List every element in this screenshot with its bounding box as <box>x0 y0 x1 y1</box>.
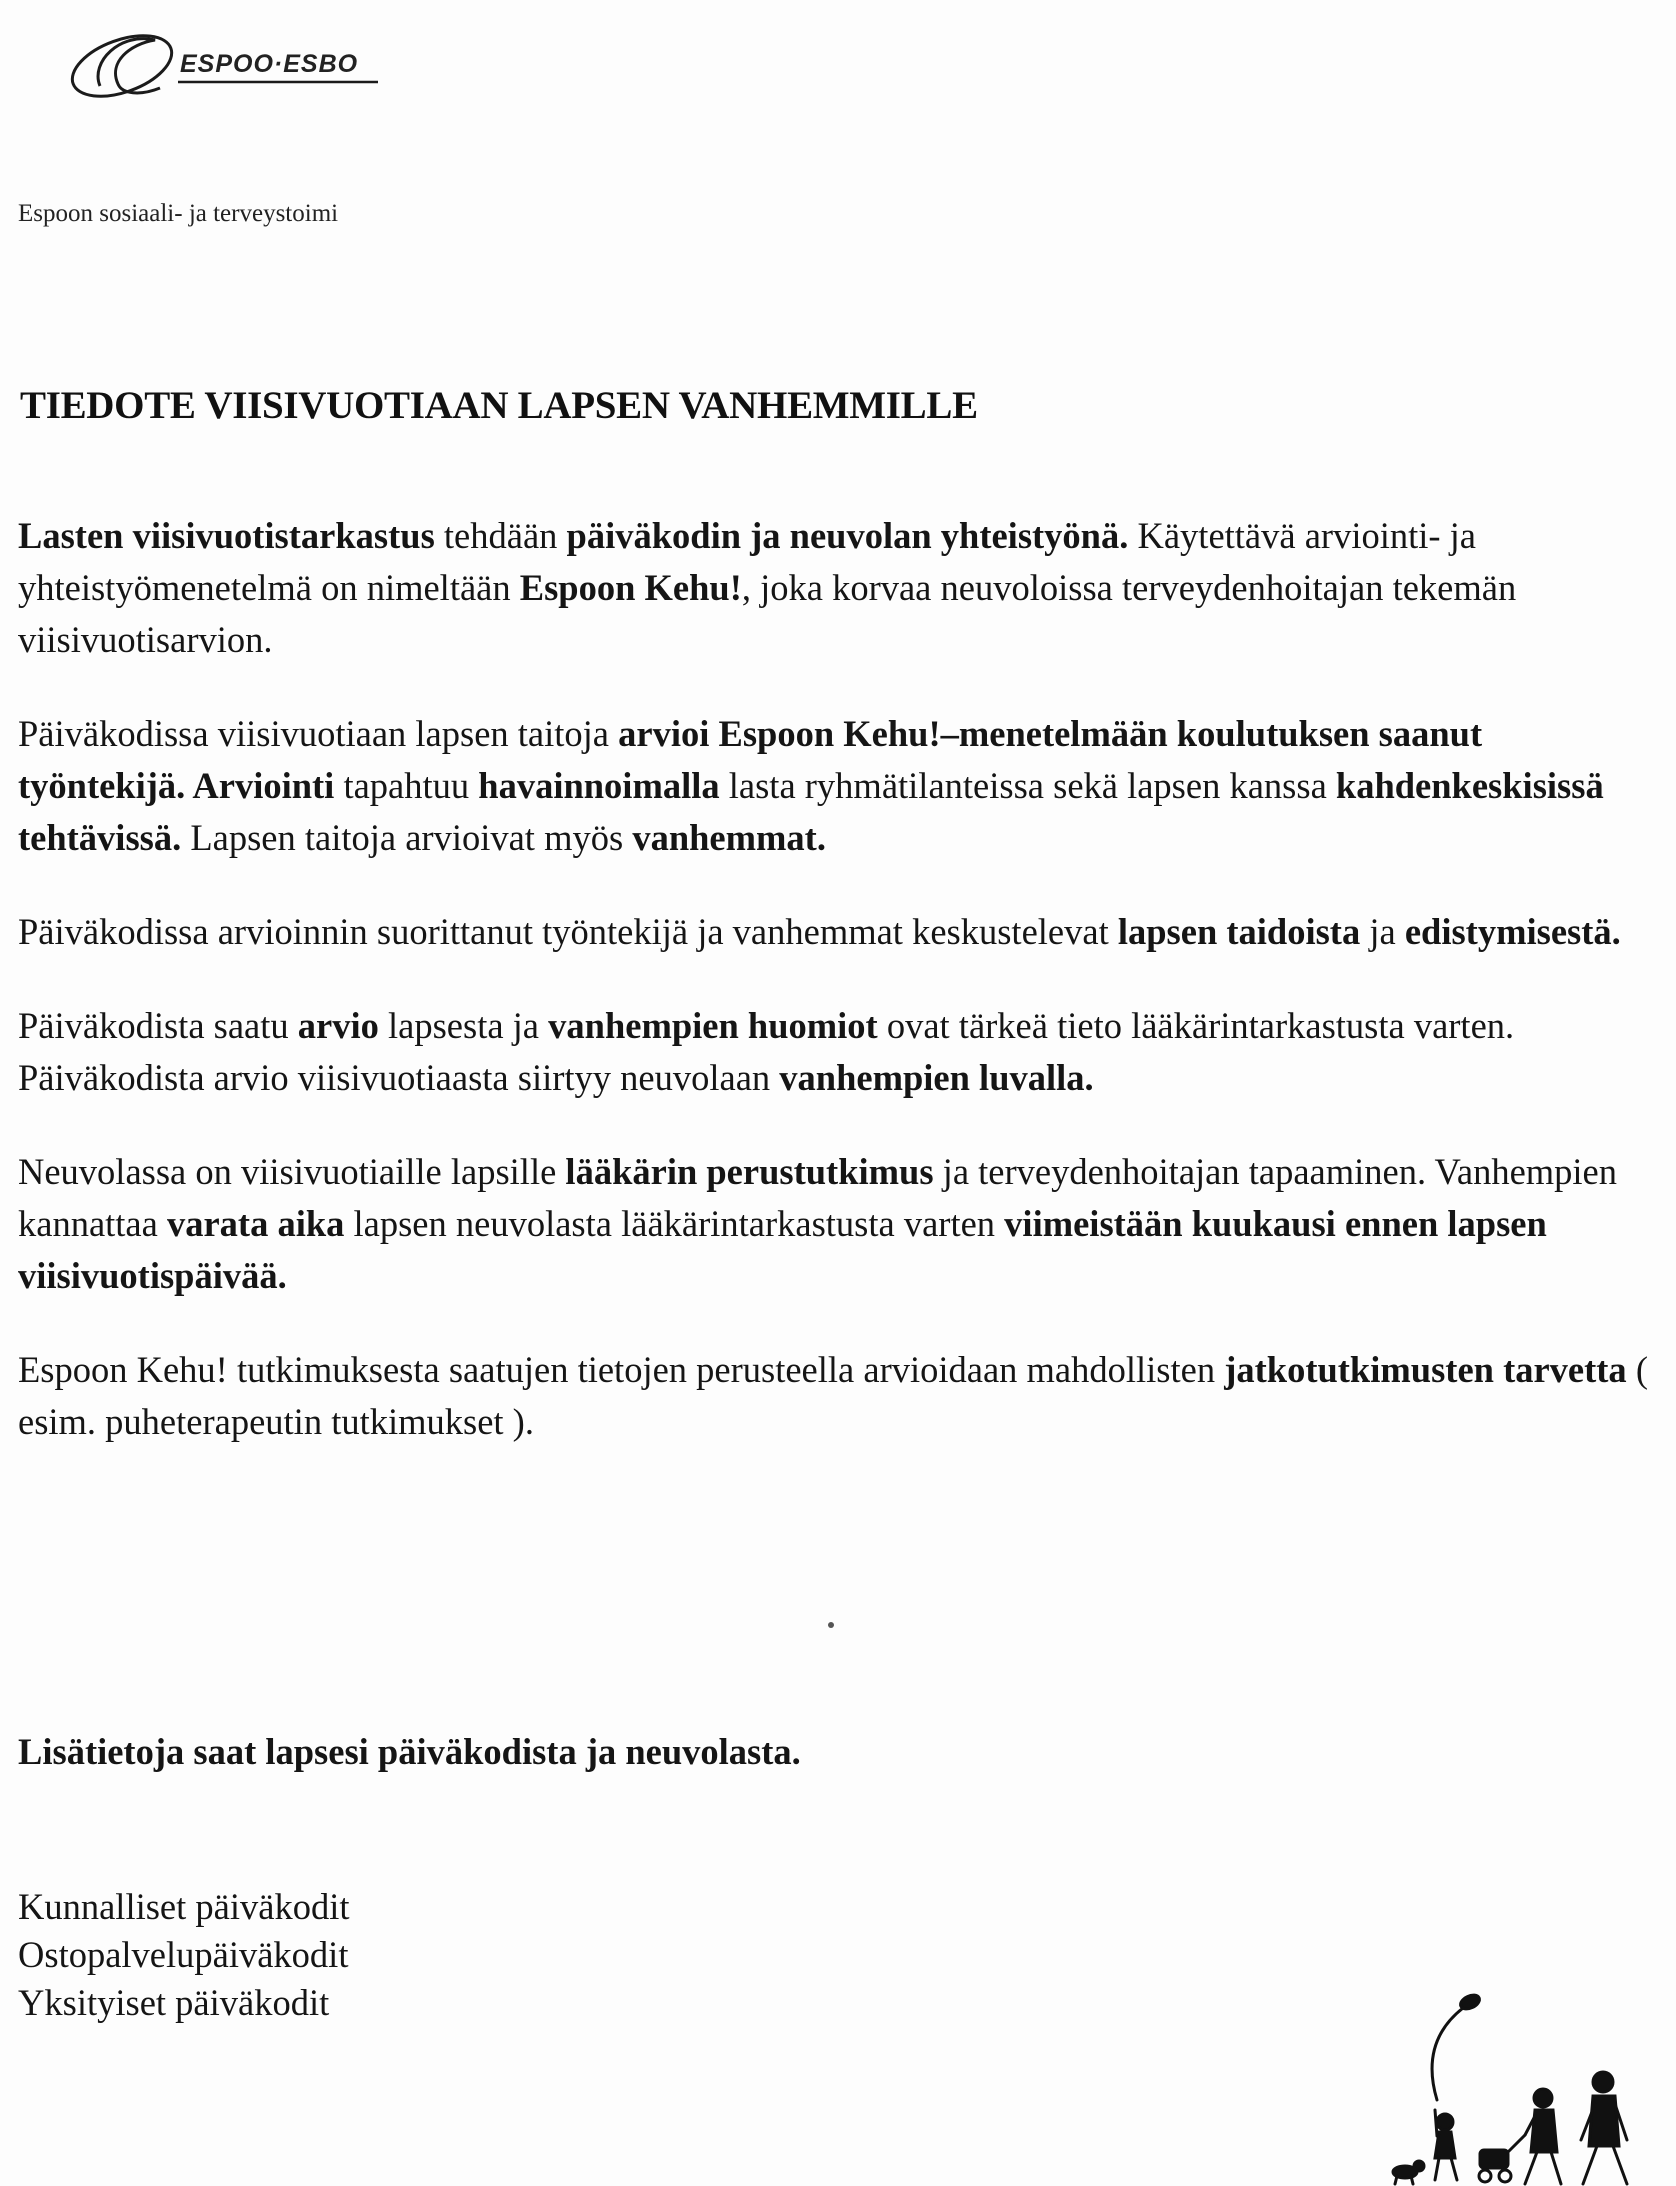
logo-text: ESPOO·ESBO <box>180 50 359 78</box>
text-segment: ovat tärkeä tieto lääkärintarkastusta varten. Päiväkodista arvio viisivuotiaasta siirtyy neuvolaan <box>18 1005 1515 1098</box>
bold-text-segment: havainnoimalla <box>478 765 720 806</box>
bold-text-segment: lapsen taidoista <box>1117 911 1361 952</box>
daycare-type-item: Kunnalliset päiväkodit <box>18 1886 350 1927</box>
closing-note: Lisätietoja saat lapsesi päiväkodista ja neuvolasta. <box>18 1731 801 1772</box>
daycare-type-item: Ostopalvelupäiväkodit <box>18 1934 349 1975</box>
bold-text-segment: viimeistään kuukausi ennen lapsen viisivuotispäivää. <box>18 1203 1547 1296</box>
document-title: TIEDOTE VIISIVUOTIAAN LAPSEN VANHEMMILLE <box>20 384 978 427</box>
bold-text-segment: arvioi Espoon Kehu!–menetelmään koulutuksen saanut työntekijä. Arviointi <box>18 713 1483 806</box>
bold-text-segment: kahdenkeskisissä tehtävissä. <box>18 765 1604 858</box>
bold-text-segment: Espoon Kehu! <box>519 567 742 608</box>
body-paragraph <box>18 906 1648 958</box>
bold-text-segment: vanhempien huomiot <box>548 1005 878 1046</box>
text-segment: Espoon Kehu! tutkimuksesta saatujen tietojen perusteella arvioidaan mahdollisten <box>18 1349 1225 1390</box>
daycare-type-item: Yksityiset päiväkodit <box>18 1982 330 2023</box>
body-paragraph <box>18 708 1648 864</box>
text-segment: Päiväkodista saatu <box>18 1005 298 1046</box>
text-segment: Päiväkodissa arvioinnin suorittanut työntekijä ja vanhemmat keskustelevat <box>18 911 1118 952</box>
text-segment: ja <box>1360 911 1405 952</box>
text-segment: ja terveydenhoitajan tapaaminen. Vanhempien kannattaa <box>18 1151 1617 1244</box>
text-segment: Neuvolassa on viisivuotiaille lapsille <box>18 1151 566 1192</box>
text-segment: Käytettävä arviointi- ja yhteistyömenetelmä on nimeltään <box>18 515 1476 608</box>
bold-text-segment: päiväkodin ja neuvolan yhteistyönä. <box>566 515 1129 556</box>
text-segment: Päiväkodissa viisivuotiaan lapsen taitoja <box>18 713 619 754</box>
bold-text-segment: varata aika <box>166 1203 345 1244</box>
bold-text-segment: lääkärin perustutkimus <box>565 1151 934 1192</box>
logo-underline <box>60 22 400 132</box>
bold-text-segment: vanhemmat. <box>632 817 826 858</box>
bold-text-segment: edistymisestä. <box>1404 911 1621 952</box>
text-segment: tehdään <box>434 515 567 556</box>
text-segment: Lapsen taitoja arvioivat myös <box>181 817 633 858</box>
stray-dot <box>828 1622 834 1628</box>
body-paragraph <box>18 1000 1648 1104</box>
text-segment: lapsen neuvolasta lääkärintarkastusta varten <box>344 1203 1005 1244</box>
espoo-logo <box>60 22 400 132</box>
daycare-type-list <box>18 1883 349 2027</box>
text-segment: lapsesta ja <box>378 1005 549 1046</box>
body-paragraph <box>18 1146 1648 1302</box>
document-body <box>18 510 1648 1490</box>
text-segment: tapahtuu <box>334 765 479 806</box>
bold-text-segment: Lasten viisivuotistarkastus <box>18 515 435 556</box>
family-walking-illustration-icon <box>1375 1990 1675 2186</box>
text-segment: lasta ryhmätilanteissa sekä lapsen kanssa <box>719 765 1336 806</box>
text-segment: ( esim. puheterapeutin tutkimukset ). <box>18 1349 1648 1442</box>
body-paragraph <box>18 510 1648 666</box>
bold-text-segment: arvio <box>297 1005 379 1046</box>
body-paragraph <box>18 1344 1648 1448</box>
text-segment: , joka korvaa neuvoloissa terveydenhoitajan tekemän viisivuotisarvion. <box>18 567 1517 660</box>
bold-text-segment: jatkotutkimusten tarvetta <box>1224 1349 1627 1390</box>
bold-text-segment: vanhempien luvalla. <box>779 1057 1094 1098</box>
department-name: Espoon sosiaali- ja terveystoimi <box>18 200 339 227</box>
